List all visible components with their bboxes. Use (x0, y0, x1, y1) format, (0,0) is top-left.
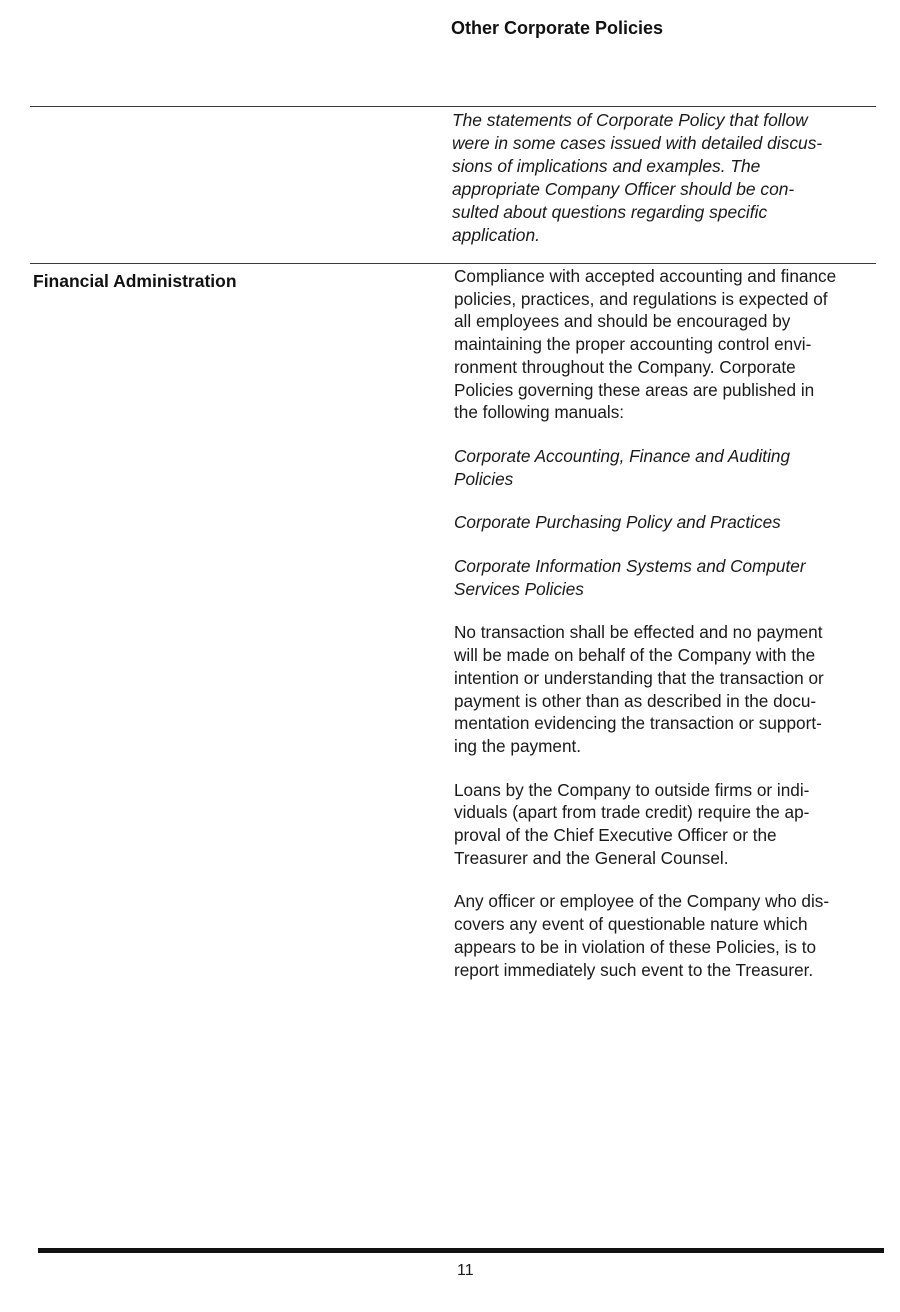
loans-paragraph (454, 779, 879, 870)
paragraph-line: intention or understanding that the transaction or (454, 667, 824, 688)
intro-line: were in some cases issued with detailed discus- (452, 133, 823, 153)
paragraph-line: Compliance with accepted accounting and finance (454, 266, 837, 286)
paragraph-line: Corporate Accounting, Finance and Auditing (454, 445, 791, 466)
paragraph-line: all employees and should be encouraged by (454, 311, 791, 332)
page-number: 11 (457, 1262, 474, 1279)
paragraph-line: Services Policies (454, 578, 584, 599)
page-title: Other Corporate Policies (451, 18, 664, 38)
compliance-paragraph (454, 265, 879, 424)
intro-line: application. (452, 225, 540, 245)
paragraph-line: Policies governing these areas are published in (454, 379, 815, 400)
intro-line: sions of implications and examples. The (452, 156, 761, 176)
top-divider (30, 106, 876, 107)
manual-title-information-systems (454, 555, 879, 600)
manual-title-accounting (454, 445, 879, 490)
paragraph-line: Loans by the Company to outside firms or indi- (454, 779, 810, 800)
transaction-paragraph (454, 621, 879, 757)
paragraph-line: will be made on behalf of the Company with the (454, 645, 816, 666)
paragraph-line: report immediately such event to the Treasurer. (454, 959, 814, 980)
paragraph-line: mentation evidencing the transaction or support- (454, 713, 822, 734)
intro-line: appropriate Company Officer should be con- (452, 179, 795, 199)
paragraph-line: covers any event of questionable nature which (454, 914, 808, 935)
section-divider (30, 263, 876, 264)
paragraph-line: Corporate Information Systems and Computer (454, 556, 806, 577)
paragraph-line: Corporate Purchasing Policy and Practices (454, 512, 781, 533)
section-body (454, 265, 879, 1002)
paragraph-line: viduals (apart from trade credit) require the ap- (454, 802, 810, 823)
footer-rule (38, 1248, 884, 1253)
reporting-paragraph (454, 890, 879, 981)
paragraph-line: Policies (454, 468, 514, 489)
paragraph-line: Treasurer and the General Counsel. (454, 847, 729, 868)
paragraph-line: proval of the Chief Executive Officer or the (454, 825, 777, 846)
intro-line: The statements of Corporate Policy that follow (452, 110, 808, 130)
intro-line: sulted about questions regarding specific (452, 202, 768, 222)
paragraph-line: ronment throughout the Company. Corporate (454, 356, 796, 377)
paragraph-line: Any officer or employee of the Company who dis- (454, 891, 830, 912)
paragraph-line: policies, practices, and regulations is expected of (454, 288, 828, 309)
paragraph-line: ing the payment. (454, 735, 582, 756)
paragraph-line: maintaining the proper accounting control envi- (454, 334, 812, 355)
paragraph-line: payment is other than as described in the docu- (454, 690, 817, 711)
section-heading: Financial Administration (33, 271, 237, 291)
intro-paragraph (452, 109, 872, 247)
paragraph-line: appears to be in violation of these Policies, is to (454, 936, 817, 957)
manual-title-purchasing (454, 511, 879, 534)
paragraph-line: the following manuals: (454, 402, 625, 423)
paragraph-line: No transaction shall be effected and no payment (454, 622, 823, 643)
